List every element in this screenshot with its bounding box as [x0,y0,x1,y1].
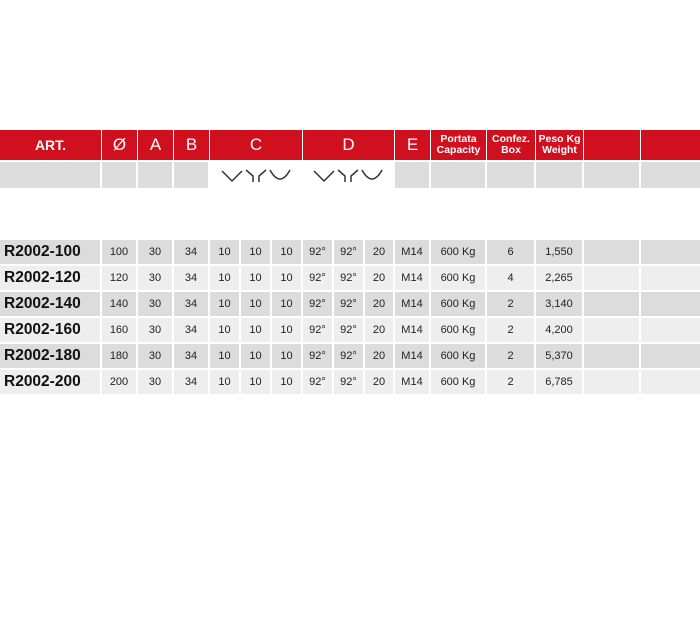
cell-d3: 20 [365,266,395,290]
cell-d1: 92° [303,292,334,316]
cell-d1: 92° [303,240,334,264]
cell-c1: 10 [210,344,241,368]
cell-dia: 200 [102,370,138,394]
cell-e: M14 [395,240,431,264]
cell-blank [641,344,700,368]
profile-icons-c [210,162,303,188]
cell-c2: 10 [241,266,272,290]
cell-box: 2 [487,344,536,368]
cell-cap: 600 Kg [431,318,487,342]
cell-blank [584,344,641,368]
cell-d3: 20 [365,292,395,316]
table-row [0,240,700,264]
cell-d3: 20 [365,240,395,264]
cell-art: R2002-160 [0,318,102,342]
cell-blank [641,370,700,394]
cell-b: 34 [174,344,210,368]
cell-blank [641,240,700,264]
profile-cell [641,162,700,188]
table-row [0,292,700,316]
y-groove-icon [336,166,360,184]
cell-d2: 92° [334,292,365,316]
cell-weight: 6,785 [536,370,584,394]
cell-dia: 140 [102,292,138,316]
cell-box: 2 [487,370,536,394]
cell-art: R2002-180 [0,344,102,368]
profile-cell [174,162,210,188]
cell-c2: 10 [241,370,272,394]
cell-blank [641,292,700,316]
header-a: A [138,130,174,160]
cell-d3: 20 [365,370,395,394]
header-weight [536,130,584,160]
cell-a: 30 [138,292,174,316]
cell-box: 2 [487,292,536,316]
cell-blank [584,370,641,394]
header-capacity-en: Capacity [436,144,481,156]
profile-row [0,162,700,188]
cell-a: 30 [138,266,174,290]
cell-blank [584,240,641,264]
table-body [0,240,700,394]
cell-art: R2002-100 [0,240,102,264]
cell-c2: 10 [241,318,272,342]
cell-cap: 600 Kg [431,240,487,264]
table-row [0,266,700,290]
header-art: ART. [0,130,102,160]
cell-dia: 120 [102,266,138,290]
cell-d2: 92° [334,240,365,264]
header-d: D [303,130,395,160]
cell-blank [641,318,700,342]
header-peso: Peso Kg [538,133,581,145]
u-groove-icon [268,166,292,184]
y-groove-icon [244,166,268,184]
header-portata: Portata [440,133,477,145]
cell-e: M14 [395,318,431,342]
cell-b: 34 [174,240,210,264]
cell-b: 34 [174,318,210,342]
cell-blank [584,318,641,342]
header-c: C [210,130,303,160]
u-groove-icon [360,166,384,184]
profile-cell [431,162,487,188]
cell-c2: 10 [241,292,272,316]
cell-d1: 92° [303,266,334,290]
header-b: B [174,130,210,160]
cell-e: M14 [395,266,431,290]
cell-d2: 92° [334,318,365,342]
profile-cell [584,162,641,188]
cell-e: M14 [395,344,431,368]
table-spacer [0,188,700,240]
cell-c1: 10 [210,370,241,394]
cell-c1: 10 [210,266,241,290]
cell-d1: 92° [303,344,334,368]
profile-cell [102,162,138,188]
cell-art: R2002-120 [0,266,102,290]
cell-c3: 10 [272,292,303,316]
cell-dia: 160 [102,318,138,342]
cell-dia: 100 [102,240,138,264]
cell-d1: 92° [303,370,334,394]
cell-b: 34 [174,266,210,290]
profile-cell [536,162,584,188]
cell-a: 30 [138,344,174,368]
cell-d2: 92° [334,266,365,290]
table-row [0,318,700,342]
cell-weight: 4,200 [536,318,584,342]
cell-b: 34 [174,292,210,316]
cell-weight: 1,550 [536,240,584,264]
cell-c3: 10 [272,370,303,394]
table-row [0,370,700,394]
cell-cap: 600 Kg [431,370,487,394]
cell-d1: 92° [303,318,334,342]
cell-weight: 5,370 [536,344,584,368]
header-blank-1 [584,130,641,160]
cell-c3: 10 [272,318,303,342]
v-groove-icon [312,166,336,184]
cell-art: R2002-140 [0,292,102,316]
cell-a: 30 [138,370,174,394]
cell-d3: 20 [365,344,395,368]
header-diameter: Ø [102,130,138,160]
cell-box: 6 [487,240,536,264]
cell-b: 34 [174,370,210,394]
cell-blank [584,292,641,316]
cell-e: M14 [395,370,431,394]
cell-cap: 600 Kg [431,344,487,368]
profile-cell [395,162,431,188]
cell-c1: 10 [210,240,241,264]
cell-c3: 10 [272,344,303,368]
cell-c3: 10 [272,240,303,264]
cell-blank [584,266,641,290]
cell-c2: 10 [241,240,272,264]
cell-box: 2 [487,318,536,342]
header-box-en: Box [501,144,521,156]
header-blank-2 [641,130,700,160]
product-table [0,130,700,396]
cell-a: 30 [138,318,174,342]
cell-d3: 20 [365,318,395,342]
cell-box: 4 [487,266,536,290]
table-header [0,130,700,160]
profile-cell [0,162,102,188]
cell-dia: 180 [102,344,138,368]
cell-weight: 2,265 [536,266,584,290]
table-row [0,344,700,368]
cell-c1: 10 [210,292,241,316]
cell-c1: 10 [210,318,241,342]
header-confez: Confez. [492,133,530,145]
header-capacity [431,130,487,160]
cell-d2: 92° [334,344,365,368]
cell-a: 30 [138,240,174,264]
cell-art: R2002-200 [0,370,102,394]
cell-c3: 10 [272,266,303,290]
header-weight-en: Weight [542,144,577,156]
cell-e: M14 [395,292,431,316]
cell-c2: 10 [241,344,272,368]
v-groove-icon [220,166,244,184]
cell-blank [641,266,700,290]
header-box [487,130,536,160]
cell-weight: 3,140 [536,292,584,316]
profile-cell [138,162,174,188]
cell-cap: 600 Kg [431,266,487,290]
profile-icons-d [303,162,395,188]
cell-cap: 600 Kg [431,292,487,316]
cell-d2: 92° [334,370,365,394]
profile-cell [487,162,536,188]
header-e: E [395,130,431,160]
